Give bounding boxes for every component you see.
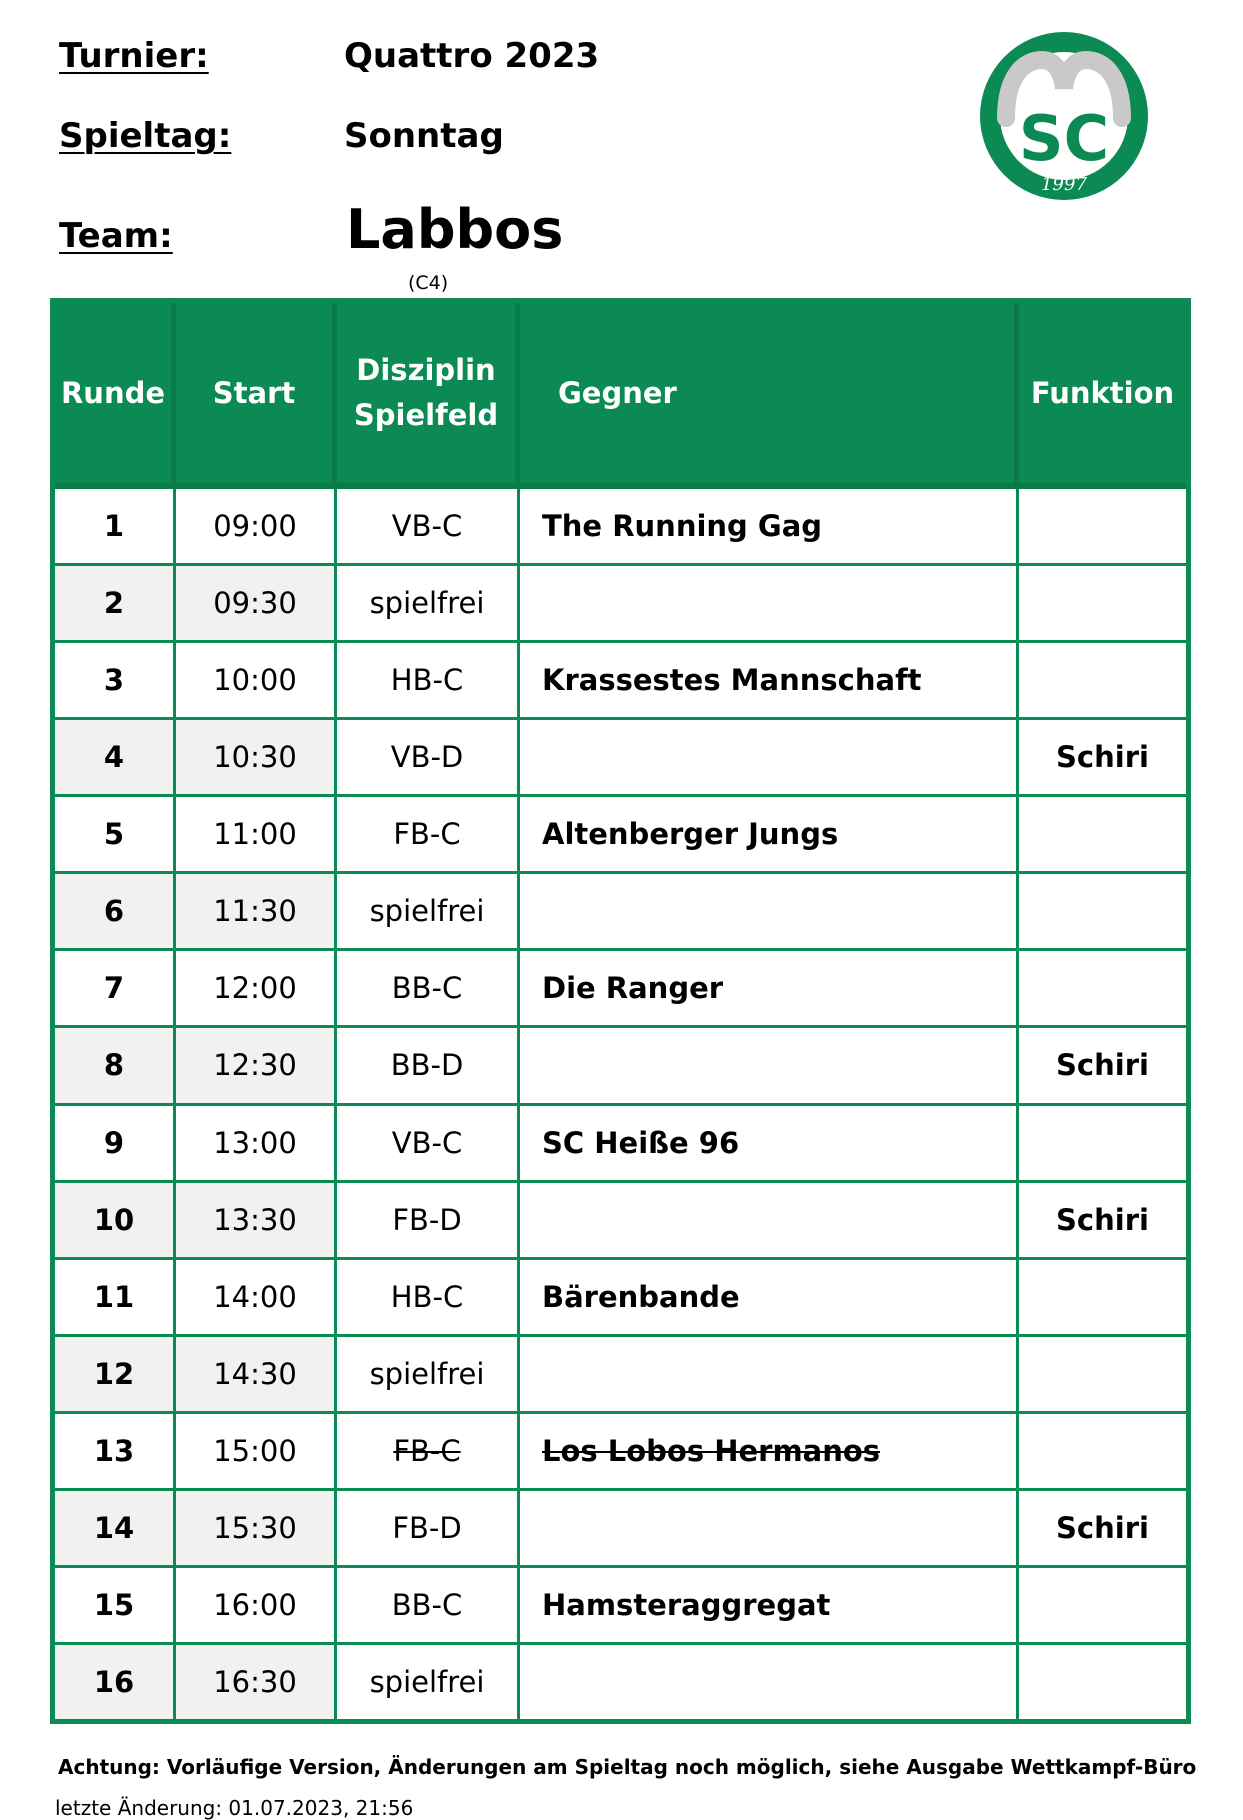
cell-runde: 13 [55,1414,176,1491]
table-row [55,720,1186,797]
cell-funktion [1019,1337,1186,1414]
tournament-value: Quattro 2023 [344,36,600,76]
cell-start: 10:00 [176,643,337,720]
table-row [55,951,1186,1028]
cell-disziplin: VB-C [337,489,520,566]
cell-funktion [1019,1568,1186,1645]
cell-funktion [1019,797,1186,874]
cell-start: 09:30 [176,566,337,643]
table-row [55,1183,1186,1260]
cell-disziplin: spielfrei [337,1645,520,1719]
cell-disziplin: FB-D [337,1491,520,1568]
table-row [55,1645,1186,1719]
table-header-row [55,303,1186,489]
cell-disziplin: FB-C [337,797,520,874]
cell-disziplin: spielfrei [337,566,520,643]
header-start: Start [176,303,337,489]
cell-gegner: The Running Gag [520,489,1019,566]
table-row [55,1028,1186,1105]
cell-disziplin: HB-C [337,643,520,720]
table-row [55,643,1186,720]
cell-runde: 15 [55,1568,176,1645]
team-label: Team: [59,216,173,256]
cell-start: 09:00 [176,489,337,566]
cell-start: 16:00 [176,1568,337,1645]
cell-disziplin: BB-C [337,1568,520,1645]
matchday-value: Sonntag [344,116,504,156]
matchday-label: Spieltag: [59,116,232,156]
cell-funktion: Schiri [1019,1491,1186,1568]
logo-year: 1997 [1041,174,1087,195]
cell-start: 12:00 [176,951,337,1028]
cell-disziplin: FB-D [337,1183,520,1260]
team-group: (C4) [408,272,449,294]
schedule-table [50,298,1191,1724]
table-row [55,1337,1186,1414]
cell-funktion [1019,566,1186,643]
table-row [55,1568,1186,1645]
cell-gegner: Hamsteraggregat [520,1568,1019,1645]
cell-start: 10:30 [176,720,337,797]
cell-runde: 12 [55,1337,176,1414]
table-row [55,1106,1186,1183]
cell-funktion [1019,951,1186,1028]
cell-disziplin: HB-C [337,1260,520,1337]
header-gegner: Gegner [520,303,1019,489]
cell-gegner [520,874,1019,951]
header-funktion: Funktion [1019,303,1186,489]
cell-gegner [520,1491,1019,1568]
tournament-label: Turnier: [59,36,209,76]
table-row [55,874,1186,951]
cell-gegner: Die Ranger [520,951,1019,1028]
cell-gegner [520,1183,1019,1260]
cell-runde: 7 [55,951,176,1028]
cell-funktion: Schiri [1019,720,1186,797]
cell-funktion [1019,1645,1186,1719]
cell-funktion [1019,1414,1186,1491]
cell-start: 13:00 [176,1106,337,1183]
header-disziplin-spielfeld [337,303,520,489]
cell-disziplin: spielfrei [337,1337,520,1414]
cell-runde: 6 [55,874,176,951]
cell-start: 13:30 [176,1183,337,1260]
cell-disziplin: BB-C [337,951,520,1028]
cell-start: 11:00 [176,797,337,874]
cell-runde: 1 [55,489,176,566]
cell-gegner [520,566,1019,643]
cell-start: 15:30 [176,1491,337,1568]
cell-funktion [1019,874,1186,951]
cell-funktion [1019,489,1186,566]
team-name: Labbos [346,198,564,261]
table-row [55,566,1186,643]
cell-runde: 4 [55,720,176,797]
header-runde: Runde [55,303,176,489]
cell-start: 12:30 [176,1028,337,1105]
cell-disziplin: VB-D [337,720,520,797]
table-row [55,1260,1186,1337]
cell-runde: 2 [55,566,176,643]
cell-runde: 3 [55,643,176,720]
table-row [55,1414,1186,1491]
cell-start: 14:00 [176,1260,337,1337]
cell-runde: 5 [55,797,176,874]
cell-start: 16:30 [176,1645,337,1719]
cell-runde: 16 [55,1645,176,1719]
cell-runde: 9 [55,1106,176,1183]
cell-gegner [520,1337,1019,1414]
cell-gegner [520,1645,1019,1719]
cell-gegner [520,1028,1019,1105]
cell-runde: 8 [55,1028,176,1105]
cell-funktion: Schiri [1019,1183,1186,1260]
cell-gegner [520,720,1019,797]
table-row [55,489,1186,566]
cell-disziplin: BB-D [337,1028,520,1105]
cell-disziplin: spielfrei [337,874,520,951]
cell-runde: 14 [55,1491,176,1568]
cell-gegner: Bärenbande [520,1260,1019,1337]
cell-gegner: Krassestes Mannschaft [520,643,1019,720]
cell-disziplin: FB-C [337,1414,520,1491]
footer-note: Achtung: Vorläufige Version, Änderungen am Spieltag noch möglich, siehe Ausgabe Wettkampf-Büro [58,1755,1197,1779]
cell-start: 11:30 [176,874,337,951]
club-logo [962,26,1166,206]
cell-runde: 11 [55,1260,176,1337]
cell-gegner: Altenberger Jungs [520,797,1019,874]
table-row [55,797,1186,874]
cell-start: 14:30 [176,1337,337,1414]
cell-funktion [1019,1106,1186,1183]
last-change: letzte Änderung: 01.07.2023, 21:56 [55,1796,414,1820]
cell-funktion [1019,643,1186,720]
cell-start: 15:00 [176,1414,337,1491]
cell-runde: 10 [55,1183,176,1260]
logo-letters: SC [1018,102,1110,175]
header-disziplin: Disziplin [356,353,496,388]
cell-disziplin: VB-C [337,1106,520,1183]
cell-funktion: Schiri [1019,1028,1186,1105]
table-row [55,1491,1186,1568]
cell-funktion [1019,1260,1186,1337]
cell-gegner: Los Lobos Hermanos [520,1414,1019,1491]
header-spielfeld: Spielfeld [353,398,499,432]
cell-gegner: SC Heiße 96 [520,1106,1019,1183]
